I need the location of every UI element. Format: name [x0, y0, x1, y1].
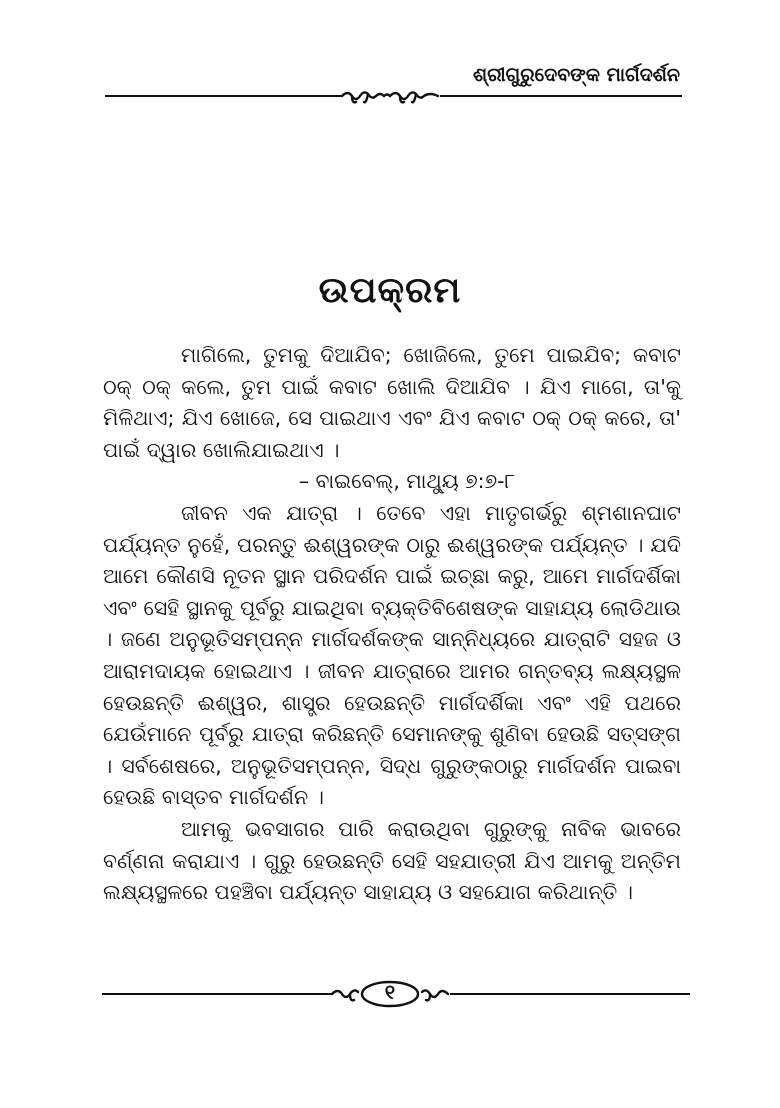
paragraph-2: ଆମକୁ ଭବସାଗର ପାରି କରାଉଥିବା ଗୁରୁଙ୍କୁ ନାବିକ ଭାବରେ ବର୍ଣ୍ଣନା କରାଯାଏ । ଗୁରୁ ହେଉଛନ୍ତି ସେହି ସହଯାତ୍ରୀ ଯିଏ ଆମକୁ ଅନ୍ତିମ ଲକ୍ଷ୍ୟସ୍ଥଳରେ ପହଞ୍ଚିବା ପର୍ଯ୍ୟନ୍ତ ସାହାଯ୍ୟ ଓ ସହଯୋଗ କରିଥାନ୍ତି । — [103, 816, 681, 905]
header-rule-left — [105, 95, 341, 97]
page-body — [103, 340, 681, 909]
epigraph-text: ମାଗିଲେ, ତୁମକୁ ଦିଆଯିବ; ଖୋଜିଲେ, ତୁମେ ପାଇଯିବ; କବାଟ ଠକ୍ ଠକ୍ କଲେ, ତୁମ ପାଇଁ କବାଟ ଖୋଲି ଦିଆଯିବ । ଯିଏ ମାଗେ, ତା'କୁ ମିଳିଥାଏ; ଯିଏ ଖୋଜେ, ସେ ପାଇଥାଏ ଏବଂ ଯିଏ କବାଟ ଠକ୍ ଠକ୍ କରେ, ତା' ପାଇଁ ଦ୍ୱାର ଖୋଲିଯାଇଥାଏ । — [103, 343, 681, 462]
header-scroll-ornament-icon — [340, 84, 440, 108]
epigraph-attribution: – ବାଇବେଲ୍, ମାଥ୍ୟୁ ୭:୭-୮ — [298, 469, 516, 494]
header-rule-right — [440, 95, 682, 97]
paragraph-1: ଜୀବନ ଏକ ଯାତ୍ରା । ତେବେ ଏହା ମାତୃଗର୍ଭରୁ ଶ୍ମଶାନଘାଟ ପର୍ଯ୍ୟନ୍ତ ନୁହେଁ, ପରନ୍ତୁ ଈଶ୍ୱରଙ୍କ ଠାରୁ ଈଶ୍ୱରଙ୍କ ପର୍ଯ୍ୟନ୍ତ । ଯଦି ଆମେ କୌଣସି ନୂତନ ସ୍ଥାନ ପରିଦର୍ଶନ ପାଇଁ ଇଚ୍ଛା କରୁ, ଆମେ ମାର୍ଗଦର୍ଶିକା ଏବଂ ସେହି ସ୍ଥାନକୁ ପୂର୍ବରୁ ଯାଇଥିବା ବ୍ୟକ୍ତିବିଶେଷଙ୍କ ସାହାଯ୍ୟ ଲୋଡିଥାଉ । ଜଣେ ଅନୁଭୂତିସମ୍ପନ୍ନ ମାର୍ଗଦର୍ଶକଙ୍କ ସାନ୍ନିଧ୍ୟରେ ଯାତ୍ରାଟି ସହଜ ଓ ଆରାମଦାୟକ ହୋଇଥାଏ । ଜୀବନ ଯାତ୍ରାରେ ଆମର ଗନ୍ତବ୍ୟ ଲକ୍ଷ୍ୟସ୍ଥଳ ହେଉଛନ୍ତି ଈଶ୍ୱର, ଶାସ୍ତ୍ର ହେଉଛନ୍ତି ମାର୍ଗଦର୍ଶିକା ଏବଂ ଏହି ପଥରେ ଯେଉଁମାନେ ପୂର୍ବରୁ ଯାତ୍ରା କରିଛନ୍ତି ସେମାନଙ୍କୁ ଶୁଣିବା ହେଉଛି ସତ୍‌ସଙ୍ଗ । ସର୍ବଶେଷରେ, ଅନୁଭୂତିସମ୍ପନ୍ନ, ସିଦ୍ଧ ଗୁରୁଙ୍କଠାରୁ ମାର୍ଗଦର୍ଶନ ପାଇବା ହେଉଛି ବାସ୍ତବ ମାର୍ଗଦର୍ଶନ । — [103, 500, 681, 810]
chapter-title: ଉପକ୍ରମ — [318, 270, 462, 311]
page-number: ୧ — [384, 980, 396, 1004]
running-head-title: ଶ୍ରୀଗୁରୁଦେବଙ୍କ ମାର୍ଗଦର୍ଶନ — [472, 64, 680, 86]
